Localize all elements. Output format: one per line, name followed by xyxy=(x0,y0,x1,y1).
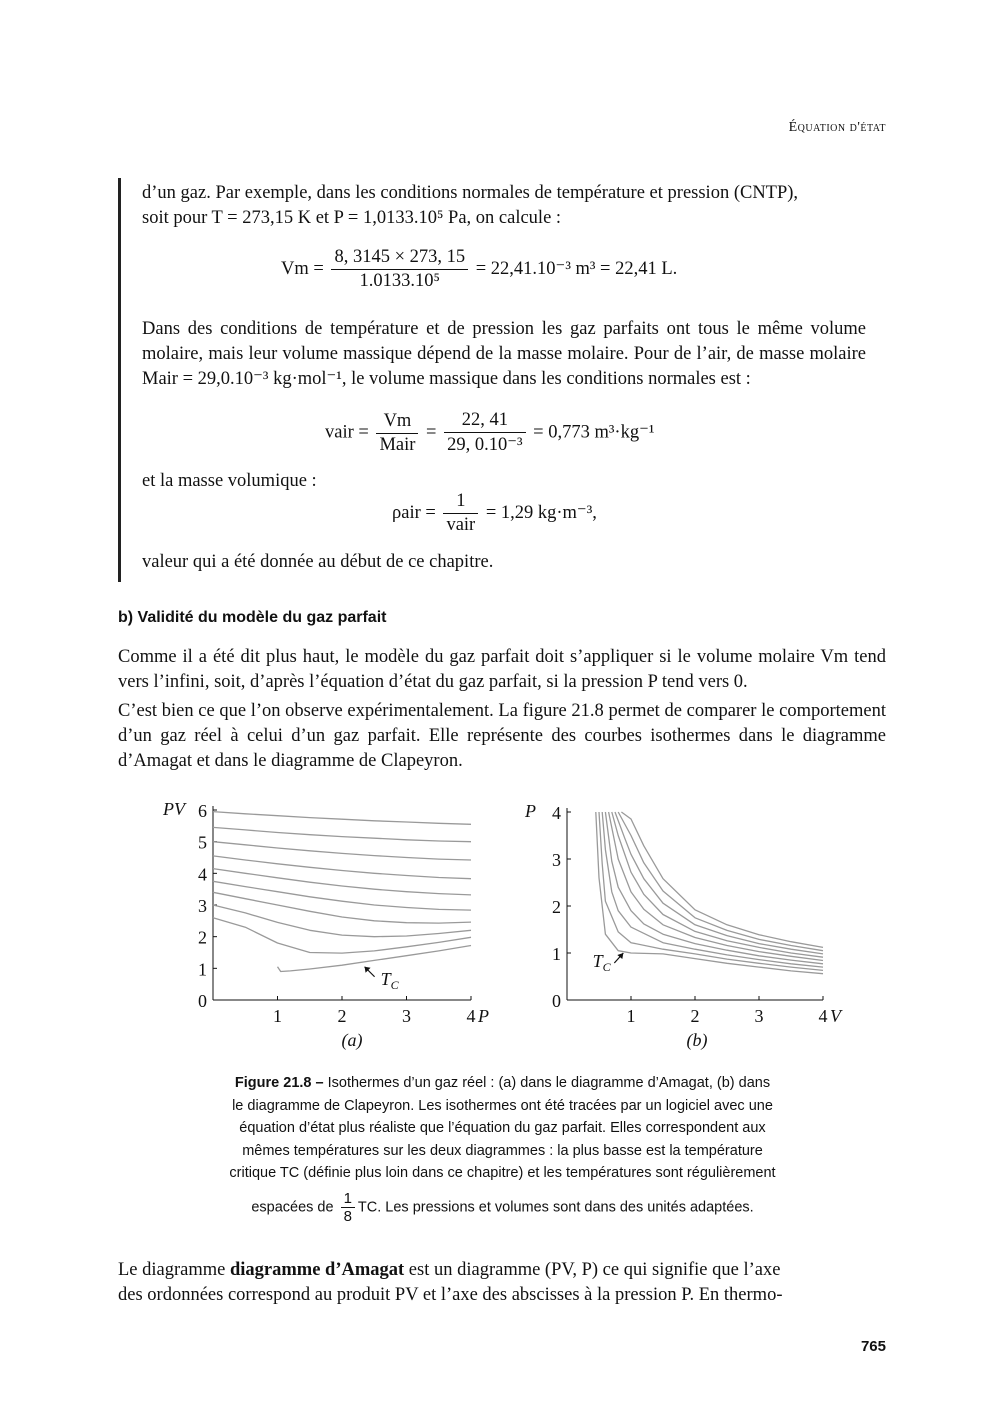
box-intro-line2: soit pour T = 273,15 K et P = 1,0133.10⁵ Pa, on calcule : xyxy=(142,208,562,228)
section-paragraph-2: C’est bien ce que l’on observe expérimentalement. La figure 21.8 permet de comparer le comportement d’un gaz réel à celui d’un gaz parfait. Elle représente des courbes isothermes dans le diagramme d’Amagat et dans le diagramme de Clapeyron. xyxy=(118,701,886,771)
eq2-fraction-1 xyxy=(376,411,418,456)
bottom-paragraph-line-2: des ordonnées correspond au produit PV et l’axe des abscisses à la pression P. En thermo- xyxy=(118,1285,783,1305)
isotherm-line xyxy=(615,812,823,954)
caption-line-4: mêmes températures sur les deux diagrammes : la plus basse est la température xyxy=(242,1142,763,1159)
isotherm-line xyxy=(213,842,471,860)
clapeyron-diagram xyxy=(524,801,843,1051)
bottom-rest: est un diagramme (PV, P) ce qui signifie que l’axe xyxy=(408,1260,781,1280)
y-tick-label: 4 xyxy=(552,803,561,823)
caption-fraction xyxy=(341,1191,355,1224)
tc-label: $T_C$ xyxy=(592,951,611,975)
figure-21-8 xyxy=(0,790,1004,1060)
isotherm-line xyxy=(213,869,471,895)
box-intro-line1: d’un gaz. Par exemple, dans les conditions normales de température et pression (CNTP), xyxy=(142,183,799,203)
x-tick-label: 3 xyxy=(754,1006,764,1026)
isotherm-line xyxy=(278,946,472,972)
equation-density xyxy=(392,491,597,536)
caption-line-6b: TC. Les pressions et volumes sont dans des unités adaptées. xyxy=(357,1198,754,1215)
y-tick-label: 6 xyxy=(198,801,207,821)
eq3-fraction xyxy=(443,491,478,536)
figure-caption xyxy=(180,1072,825,1224)
y-tick-label: 1 xyxy=(198,959,207,980)
running-header: Équation d'état xyxy=(788,120,886,135)
box-margin-bar xyxy=(118,178,121,582)
bottom-paragraph-line-1 xyxy=(118,1258,886,1283)
eq2-frac1-den: Mair xyxy=(379,434,416,455)
isotherm-line xyxy=(213,905,471,937)
y-tick-label: 2 xyxy=(552,897,561,917)
eq2-frac2-num: 22, 41 xyxy=(444,410,525,433)
page-number: 765 xyxy=(860,1338,886,1355)
x-tick-label: 4 xyxy=(818,1006,828,1026)
eq3-denominator: vair xyxy=(446,515,476,535)
isotherm-line xyxy=(609,812,823,961)
isotherm-line xyxy=(213,827,471,841)
eq3-numerator: 1 xyxy=(443,491,478,514)
tc-label: $T_C$ xyxy=(380,968,399,992)
equation-specific-volume xyxy=(325,410,654,456)
eq1-lhs: Vm = xyxy=(281,258,324,279)
tc-subscript: C xyxy=(390,977,399,992)
eq2-rhs: = 0,773 m³·kg⁻¹ xyxy=(533,422,655,443)
y-axis-label: PV xyxy=(163,799,185,819)
bottom-start: Le diagramme xyxy=(118,1260,226,1280)
tc-annotation xyxy=(365,967,400,992)
x-tick-label: 1 xyxy=(626,1006,636,1026)
box-paragraph-2: Dans des conditions de température et de pression les gaz parfaits ont tous le même volume molaire, mais leur volume massique dépend de la masse molaire. Pour de l’air, de masse molaire Mair = 29,0.10⁻³ kg·mol⁻¹, le volume massique dans les conditions normales est : xyxy=(142,319,866,389)
y-tick-label: 4 xyxy=(198,864,207,885)
isotherm-line xyxy=(612,812,823,957)
x-tick-label: 2 xyxy=(690,1006,700,1026)
caption-line-6a: espacées de xyxy=(251,1198,334,1215)
eq2-equals: = xyxy=(426,422,437,443)
section-heading: b) Validité du modèle du gaz parfait xyxy=(118,609,387,626)
x-tick-label: 2 xyxy=(337,1006,347,1026)
y-tick-label: 3 xyxy=(552,850,561,870)
y-tick-label: 1 xyxy=(552,944,561,964)
amagat-diagram xyxy=(162,799,489,1051)
caption-frac-den: 8 xyxy=(343,1207,352,1225)
eq3-lhs: ρair = xyxy=(392,502,436,523)
eq1-rhs: = 22,41.10⁻³ m³ = 22,41 L. xyxy=(475,258,678,279)
caption-line-2: le diagramme de Clapeyron. Les isothermes ont été tracées par un logiciel avec une xyxy=(232,1097,773,1114)
box-line-fin: valeur qui a été donnée au début de ce chapitre. xyxy=(142,552,494,572)
section-paragraph-1: Comme il a été dit plus haut, le modèle du gaz parfait doit s’appliquer si le volume molaire Vm tend vers l’infini, soit, d’après l’équation d’état du gaz parfait, si la pression P tend vers 0. xyxy=(118,647,886,692)
eq1-fraction xyxy=(331,247,468,292)
caption-frac-num: 1 xyxy=(341,1191,355,1208)
panel-label: (a) xyxy=(341,1030,363,1050)
tc-subscript: C xyxy=(602,960,611,975)
bottom-bold-term: diagramme d’Amagat xyxy=(229,1260,405,1280)
eq1-denominator: 1.0133.10⁵ xyxy=(359,271,440,291)
box-line-masse: et la masse volumique : xyxy=(142,471,317,491)
equation-molar-volume xyxy=(281,247,677,292)
caption-line-3: équation d’état plus réaliste que l’équation du gaz parfait. Elles correspondent aux xyxy=(239,1120,766,1136)
eq2-frac2-den: 29, 0.10⁻³ xyxy=(447,435,523,455)
eq2-lhs: vair = xyxy=(325,422,369,443)
y-tick-label: 0 xyxy=(198,991,207,1011)
eq3-rhs: = 1,29 kg·m⁻³, xyxy=(485,502,597,523)
tc-annotation xyxy=(593,951,624,974)
isotherm-line xyxy=(213,892,471,923)
eq1-numerator: 8, 3145 × 273, 15 xyxy=(331,247,468,270)
isotherm-line xyxy=(618,812,823,951)
caption-line-5: critique TC (définie plus loin dans ce chapitre) et les températures sont régulièrement xyxy=(229,1165,776,1181)
y-tick-label: 5 xyxy=(198,832,207,853)
caption-label: Figure 21.8 – xyxy=(234,1075,324,1091)
x-tick-label: 4 xyxy=(466,1006,476,1026)
y-axis-label: P xyxy=(525,801,536,821)
x-tick-label: 3 xyxy=(402,1006,411,1026)
x-axis-label: P xyxy=(478,1006,489,1026)
y-tick-label: 2 xyxy=(198,927,207,948)
isotherm-line xyxy=(213,812,471,825)
panel-label: (b) xyxy=(686,1030,708,1050)
eq2-frac1-num: Vm xyxy=(376,411,418,434)
caption-line-1: Isothermes d’un gaz réel : (a) dans le diagramme d’Amagat, (b) dans xyxy=(327,1075,771,1091)
eq2-fraction-2 xyxy=(444,410,525,456)
y-tick-label: 3 xyxy=(198,896,207,916)
x-axis-label: V xyxy=(830,1006,841,1026)
x-tick-label: 1 xyxy=(273,1006,282,1026)
y-tick-label: 0 xyxy=(552,991,561,1011)
isotherm-line xyxy=(621,812,823,947)
